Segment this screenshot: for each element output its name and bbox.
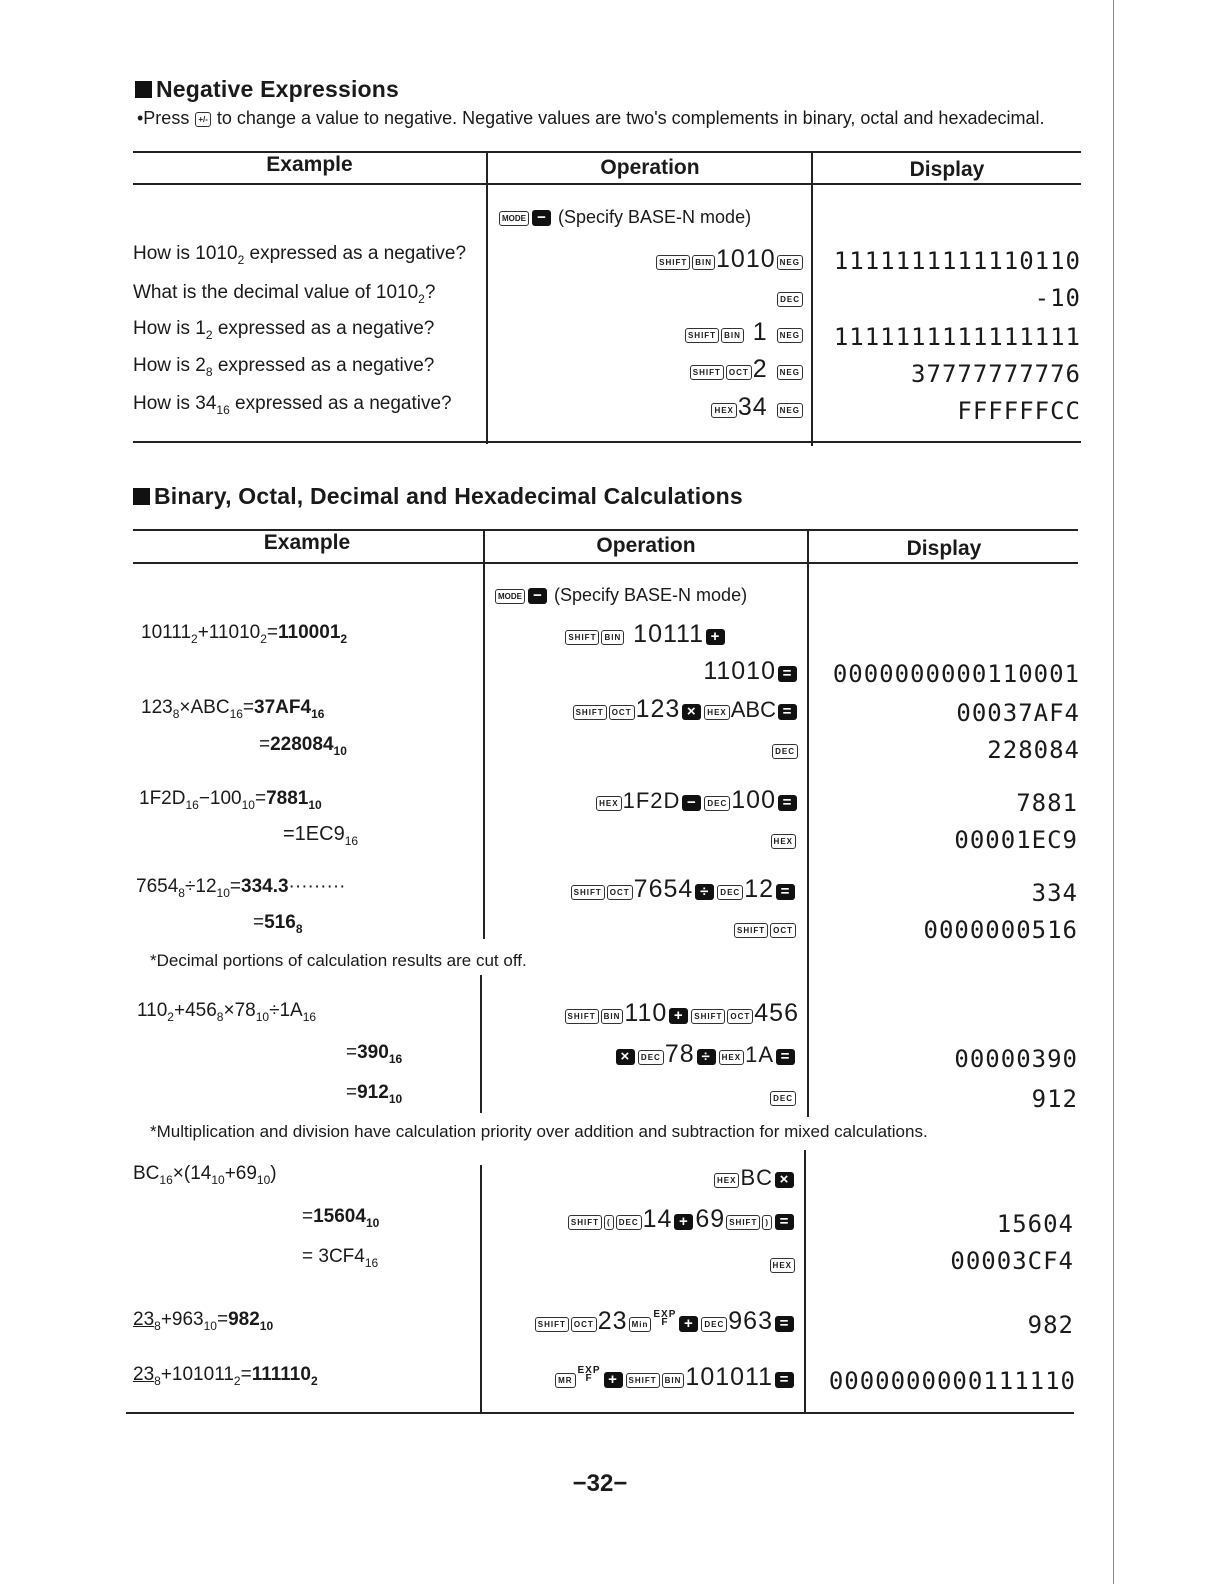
table2-col-divider <box>804 1150 806 1413</box>
table2-col-divider <box>807 529 809 1117</box>
table2-header-example: Example <box>263 531 351 554</box>
table1-display: FFFFFFCC <box>957 397 1081 425</box>
example-result-oct: $=516_8$ <box>253 912 303 936</box>
operation-15: SHIFT OCT 23 MinEXP F + DEC 963 = <box>484 1307 796 1336</box>
shift-key-icon: SHIFT <box>656 255 690 270</box>
shift-key-icon: SHIFT <box>685 328 719 343</box>
table1-example: How is $2_8$ expressed as a negative? <box>133 355 435 379</box>
bin-key-icon: BIN <box>662 1373 685 1388</box>
table1-col-divider <box>486 151 488 444</box>
hex-key-icon: HEX <box>704 705 729 720</box>
shift-key-icon: SHIFT <box>565 1009 599 1024</box>
divide-key-icon: ÷ <box>695 884 714 900</box>
equals-key-icon: = <box>776 1049 795 1065</box>
minus-key-icon: − <box>528 588 547 604</box>
table1-display: 1111111111111111 <box>833 323 1081 351</box>
table1-example: What is the decimal value of $1010_2$? <box>133 282 436 306</box>
display-value: 912 <box>1031 1085 1078 1113</box>
hex-key-icon: HEX <box>714 1173 739 1188</box>
left-paren-key-icon: ( <box>604 1215 614 1230</box>
operation-10: × DEC 78 ÷ HEX 1A = <box>487 1040 797 1069</box>
table1-header-rule <box>133 183 1081 185</box>
hex-key-icon: HEX <box>771 834 796 849</box>
equals-key-icon: = <box>778 666 797 682</box>
table2-bottom-rule <box>126 1412 1074 1414</box>
minus-key-icon: − <box>682 795 701 811</box>
negative-intro: •Press +/- to change a value to negative. Negative values are two's complements in binary, octal and hexadecimal. <box>137 108 1045 128</box>
table1-display: 1111111111110110 <box>833 247 1081 275</box>
bin-key-icon: BIN <box>721 328 744 343</box>
operation-7: SHIFT OCT 7654 ÷ DEC 12 = <box>487 875 797 904</box>
section-calculations-heading: Binary, Octal, Decimal and Hexadecimal Calculations <box>133 483 743 510</box>
table1-header-example: Example <box>266 153 353 176</box>
example-result-dec: $=912_{10}$ <box>346 1082 403 1106</box>
neg-key-icon: NEG <box>777 328 803 343</box>
oct-key-icon: OCT <box>727 1009 753 1024</box>
example-result-hex: = $3CF4_{16}$ <box>302 1246 379 1270</box>
table2-header-operation: Operation <box>596 534 696 557</box>
operation-16: MREXP F + SHIFT BIN 101011 = <box>484 1363 796 1392</box>
plus-key-icon: + <box>706 629 725 645</box>
display-value: 0000000000111110 <box>828 1367 1076 1395</box>
shift-key-icon: SHIFT <box>568 1215 602 1230</box>
example-memory-dec: $23_8+963_{10}=982_{10}$ <box>133 1309 274 1333</box>
equals-key-icon: = <box>778 795 797 811</box>
oct-key-icon: OCT <box>571 1317 597 1332</box>
mr-key-icon: MR <box>555 1373 575 1388</box>
example-result-dec: $=228084_{10}$ <box>259 734 347 758</box>
neg-toggle-key-icon: +/- <box>195 112 211 127</box>
times-key-icon: × <box>616 1049 635 1065</box>
plus-key-icon: + <box>679 1316 698 1332</box>
exp-f-key-icon: EXP F <box>577 1365 601 1384</box>
table1-header-display: Display <box>909 158 985 181</box>
hex-key-icon: HEX <box>711 403 736 418</box>
hex-key-icon: HEX <box>770 1258 795 1273</box>
shift-key-icon: SHIFT <box>565 630 599 645</box>
dec-key-icon: DEC <box>772 744 798 759</box>
example-result-hex: $=390_{16}$ <box>346 1042 403 1066</box>
operation-2: 11010 = <box>487 657 799 686</box>
table1-display: -10 <box>1034 284 1081 312</box>
neg-key-icon: NEG <box>777 365 803 380</box>
oct-key-icon: OCT <box>607 885 633 900</box>
display-value: 00037AF4 <box>956 699 1080 727</box>
equals-key-icon: = <box>776 884 795 900</box>
table1-operation: HEX 34 NEG <box>490 393 804 422</box>
divide-key-icon: ÷ <box>697 1049 716 1065</box>
dec-key-icon: DEC <box>770 1091 796 1106</box>
table1-operation: SHIFT BIN 1010 NEG <box>490 245 804 274</box>
table1-operation: SHIFT BIN 1 NEG <box>490 318 804 347</box>
table2-col-divider <box>483 529 485 939</box>
equals-key-icon: = <box>778 704 797 720</box>
right-paren-key-icon: ) <box>762 1215 772 1230</box>
note-priority: *Multiplication and division have calculation priority over addition and subtraction for mixed calculations. <box>150 1122 928 1141</box>
table2-header-rule <box>133 562 1078 564</box>
min-key-icon: Min <box>629 1317 652 1332</box>
operation-6 <box>487 824 797 853</box>
oct-key-icon: OCT <box>770 923 796 938</box>
shift-key-icon: SHIFT <box>690 365 724 380</box>
shift-key-icon: SHIFT <box>573 705 607 720</box>
plus-key-icon: + <box>669 1008 688 1024</box>
hex-key-icon: HEX <box>596 796 621 811</box>
plus-key-icon: + <box>604 1372 623 1388</box>
display-value: 15604 <box>996 1210 1074 1238</box>
display-value: 7881 <box>1016 789 1078 817</box>
oct-key-icon: OCT <box>726 365 752 380</box>
equals-key-icon: = <box>775 1214 794 1230</box>
operation-12: HEX BC × <box>484 1163 796 1192</box>
bin-key-icon: BIN <box>601 630 624 645</box>
table1-example: How is $1_2$ expressed as a negative? <box>133 318 435 342</box>
shift-key-icon: SHIFT <box>535 1317 569 1332</box>
display-value: 00000390 <box>954 1045 1078 1073</box>
table1-operation: SHIFT OCT 2 NEG <box>490 355 804 384</box>
bin-key-icon: BIN <box>601 1009 624 1024</box>
operation-9: SHIFT BIN 110 + SHIFT OCT 456 <box>487 999 799 1028</box>
operation-11 <box>487 1081 797 1110</box>
display-value: 0000000000110001 <box>832 660 1080 688</box>
display-value: 00003CF4 <box>950 1247 1074 1275</box>
oct-key-icon: OCT <box>609 705 635 720</box>
exp-f-key-icon: EXP F <box>653 1309 677 1328</box>
operation-1: SHIFT BIN 10111 + <box>487 620 727 649</box>
shift-key-icon: SHIFT <box>571 885 605 900</box>
equals-key-icon: = <box>775 1372 794 1388</box>
bin-key-icon: BIN <box>692 255 715 270</box>
operation-8 <box>487 913 797 942</box>
dec-key-icon: DEC <box>616 1215 642 1230</box>
times-key-icon: × <box>775 1172 794 1188</box>
page-number: −32− <box>572 1470 628 1497</box>
dec-key-icon: DEC <box>638 1050 664 1065</box>
minus-key-icon: − <box>532 210 551 226</box>
table1-header-operation: Operation <box>600 156 700 179</box>
display-value: 334 <box>1031 879 1078 907</box>
display-value: 982 <box>1027 1311 1074 1339</box>
section-negative-heading: Negative Expressions <box>135 76 399 103</box>
example-result-dec: $=15604_{10}$ <box>302 1206 380 1230</box>
example-result-hex: $=1EC9_{16}$ <box>283 823 359 848</box>
table1-example: How is $34_{16}$ expressed as a negative? <box>133 393 452 417</box>
example-oct-times-hex: $123_8\times ABC_{16}=37AF4_{16}$ <box>141 697 325 721</box>
shift-key-icon: SHIFT <box>726 1215 760 1230</box>
example-parentheses: $BC_{16}\times(14_{10}+69_{10})$ <box>133 1163 277 1187</box>
table2-mode-row: MODE − (Specify BASE-N mode) <box>494 585 747 606</box>
display-value: 228084 <box>987 736 1080 764</box>
table1-col-divider <box>811 151 813 446</box>
neg-key-icon: NEG <box>777 403 803 418</box>
table2-col-divider <box>480 975 482 1113</box>
operation-13: SHIFT ( DEC 14 + 69 SHIFT ) = <box>484 1205 796 1234</box>
shift-key-icon: SHIFT <box>626 1373 660 1388</box>
times-key-icon: × <box>682 704 701 720</box>
dec-key-icon: DEC <box>704 796 730 811</box>
plus-key-icon: + <box>674 1214 693 1230</box>
dec-key-icon: DEC <box>717 885 743 900</box>
table1-example: How is $1010_2$ expressed as a negative? <box>133 243 467 267</box>
operation-4 <box>487 734 799 763</box>
operation-14 <box>484 1248 796 1277</box>
table1-display: 37777777776 <box>911 360 1081 388</box>
example-binary-sum: $10111_2+11010_2=110001_2$ <box>141 622 348 646</box>
example-oct-div-dec: $7654_8\div 12_{10}=334.3\cdot\cdot\cdot\cdot\cdot\cdot\cdot\cdot\cdot$ <box>136 876 346 900</box>
table1-mode-row: MODE − (Specify BASE-N mode) <box>498 207 751 228</box>
mode-key-icon: MODE <box>499 211 529 226</box>
example-mixed-calc: $110_2+456_8\times 78_{10}\div 1A_{16}$ <box>137 1000 317 1024</box>
scan-edge-line <box>1113 0 1114 1584</box>
table2-col-divider <box>480 1165 482 1413</box>
operation-5: HEX 1F2D − DEC 100 = <box>487 786 799 815</box>
table2-header-display: Display <box>906 537 982 560</box>
hex-key-icon: HEX <box>719 1050 744 1065</box>
shift-key-icon: SHIFT <box>734 923 768 938</box>
example-hex-minus-dec: $1F2D_{16}-100_{10}=7881_{10}$ <box>139 788 322 812</box>
table1-operation <box>490 282 804 311</box>
dec-key-icon: DEC <box>701 1317 727 1332</box>
operation-3: SHIFT OCT 123 × HEX ABC = <box>487 695 799 724</box>
display-value: 0000000516 <box>923 916 1078 944</box>
dec-key-icon: DEC <box>777 292 803 307</box>
display-value: 00001EC9 <box>954 826 1078 854</box>
note-decimal-cutoff: *Decimal portions of calculation results are cut off. <box>150 951 527 970</box>
mode-key-icon: MODE <box>495 589 525 604</box>
neg-key-icon: NEG <box>777 255 803 270</box>
shift-key-icon: SHIFT <box>691 1009 725 1024</box>
table1-bottom-rule <box>133 441 1081 443</box>
equals-key-icon: = <box>775 1316 794 1332</box>
example-memory-bin: $23_8+101011_2=111110_2$ <box>133 1364 318 1388</box>
